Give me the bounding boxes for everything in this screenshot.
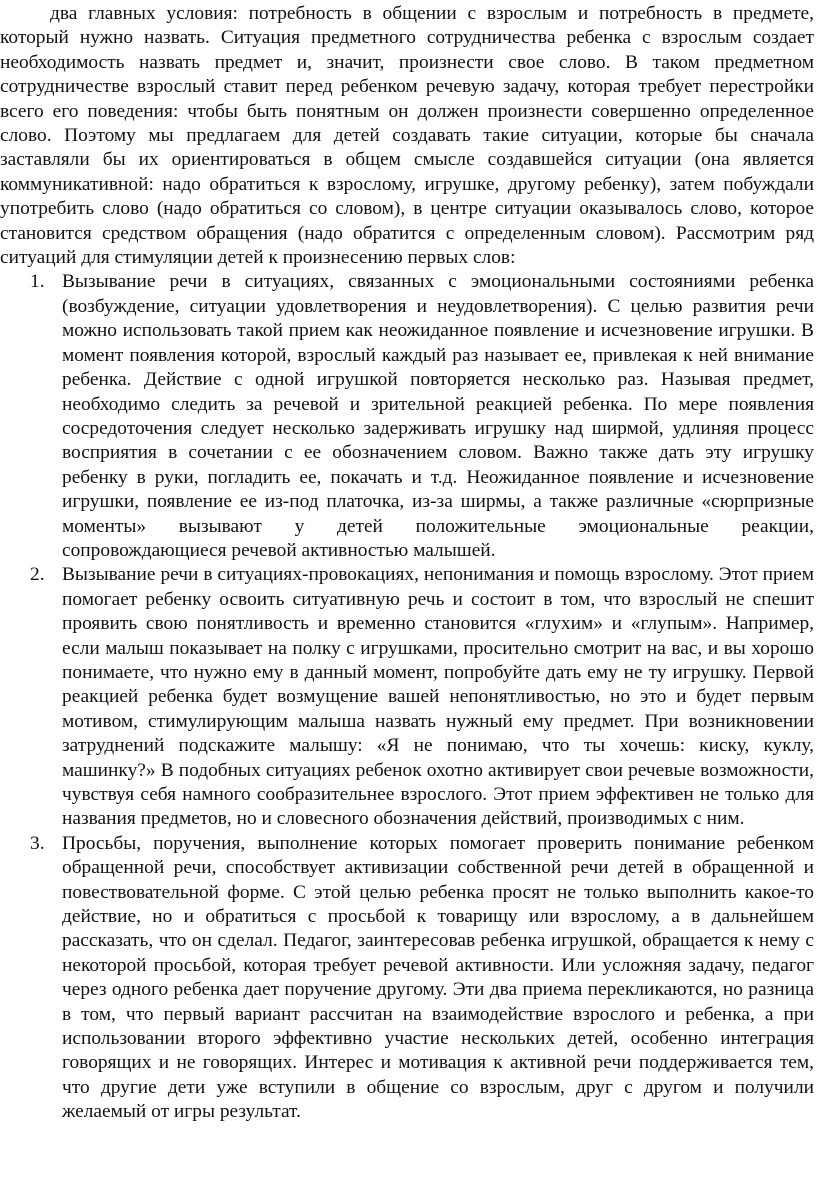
situations-list — [0, 270, 814, 1124]
list-item-text: Просьбы, поручения, выполнение которых помогает проверить понимание ребенком обращенной речи, способствует активизации собственной речи детей в обращенной и повествовательной форме. С этой целью ребенка просят не только выполнить какое-то действие, но и обратиться с просьбой к товарищу или взрослому, а в дальнейшем рассказать, что он сделал. Педагог, заинтересовав ребенка игрушкой, обращается к нему с некоторой просьбой, которая требует речевой активности. Или усложняя задачу, педагог через одного ребенка дает поручение другому. Эти два приема перекликаются, но разница в том, что первый вариант рассчитан на взаимодействие взрослого и ребенка, а при использовании второго эффективно участие нескольких детей, особенно интеграция говорящих и не говорящих. Интерес и мотивация к активной речи поддерживается тем, что другие дети уже вступили в общение со взрослым, друг с другом и получили желаемый от игры результат. — [62, 832, 814, 1123]
list-item — [30, 270, 814, 563]
list-item-number: 3. — [30, 832, 45, 854]
list-item-number: 1. — [30, 271, 45, 293]
intro-paragraph: два главных условия: потребность в общении с взрослым и потребность в предмете, который нужно назвать. Ситуация предметного сотрудничества ребенка с взрослым создает необходимость назвать предмет и, значит, произнести свое слово. В таком предметном сотрудничестве взрослый ставит перед ребенком речевую задачу, которая требует перестройки всего его поведения: чтобы быть понятным он должен произнести совершенно определенное слово. Поэтому мы предлагаем для детей создавать такие ситуации, которые бы сначала заставляли бы их ориентироваться в общем смысле создавшейся ситуации (она является коммуникативной: надо обратиться к взрослому, игрушке, другому ребенку), затем побуждали употребить слово (надо обратиться со словом), в центре ситуации оказывалось слово, которое становится средством обращения (надо обратится с определенным словом). Рассмотрим ряд ситуаций для стимуляции детей к произнесению первых слов: — [0, 3, 814, 269]
list-item-text: Вызывание речи в ситуациях-провокациях, непонимания и помощь взрослому. Этот прием помогает ребенку освоить ситуативную речь и состоит в том, что взрослый не спешит проявить свою понятливость и временно становится «глухим» и «глупым». Например, если малыш показывает на полку с игрушками, просительно смотрит на вас, и вы хорошо понимаете, что нужно ему в данный момент, попробуйте дать ему не ту игрушку. Первой реакцией ребенка будет возмущение вашей непонятливостью, но это и будет первым мотивом, стимулирующим малыша назвать нужный ему предмет. При возникновении затруднений подскажите малышу: «Я не понимаю, что ты хочешь: киску, куклу, машинку?» В подобных ситуациях ребенок охотно активирует свои речевые возможности, чувствуя себя намного сообразительнее взрослого. Этот прием эффективен не только для названия предметов, но и словесного обозначения действий, производимых с ним. — [62, 564, 814, 830]
list-item-number: 2. — [30, 564, 45, 586]
list-item-text: Вызывание речи в ситуациях, связанных с эмоциональными состояниями ребенка (возбуждение, ситуации удовлетворения и неудовлетворения). С целью развития речи можно использовать такой прием как неожиданное появление и исчезновение игрушки. В момент появления которой, взрослый каждый раз называет ее, привлекая к ней внимание ребенка. Действие с одной игрушкой повторяется несколько раз. Называя предмет, необходимо следить за речевой и зрительной реакцией ребенка. По мере появления сосредоточения следует несколько задерживать игрушку над ширмой, удлиняя процесс восприятия в сочетании с ее обозначением словом. Важно также дать эту игрушку ребенку в руки, погладить ее, покачать и т.д. Неожиданное появление и исчезновение игрушки, появление ее из-под платочка, из-за ширмы, а также различные «сюрпризные моменты» вызывают у детей положительные эмоциональные реакции, сопровождающиеся речевой активностью малышей. — [62, 271, 814, 561]
list-item — [30, 563, 814, 831]
list-item — [30, 832, 814, 1125]
